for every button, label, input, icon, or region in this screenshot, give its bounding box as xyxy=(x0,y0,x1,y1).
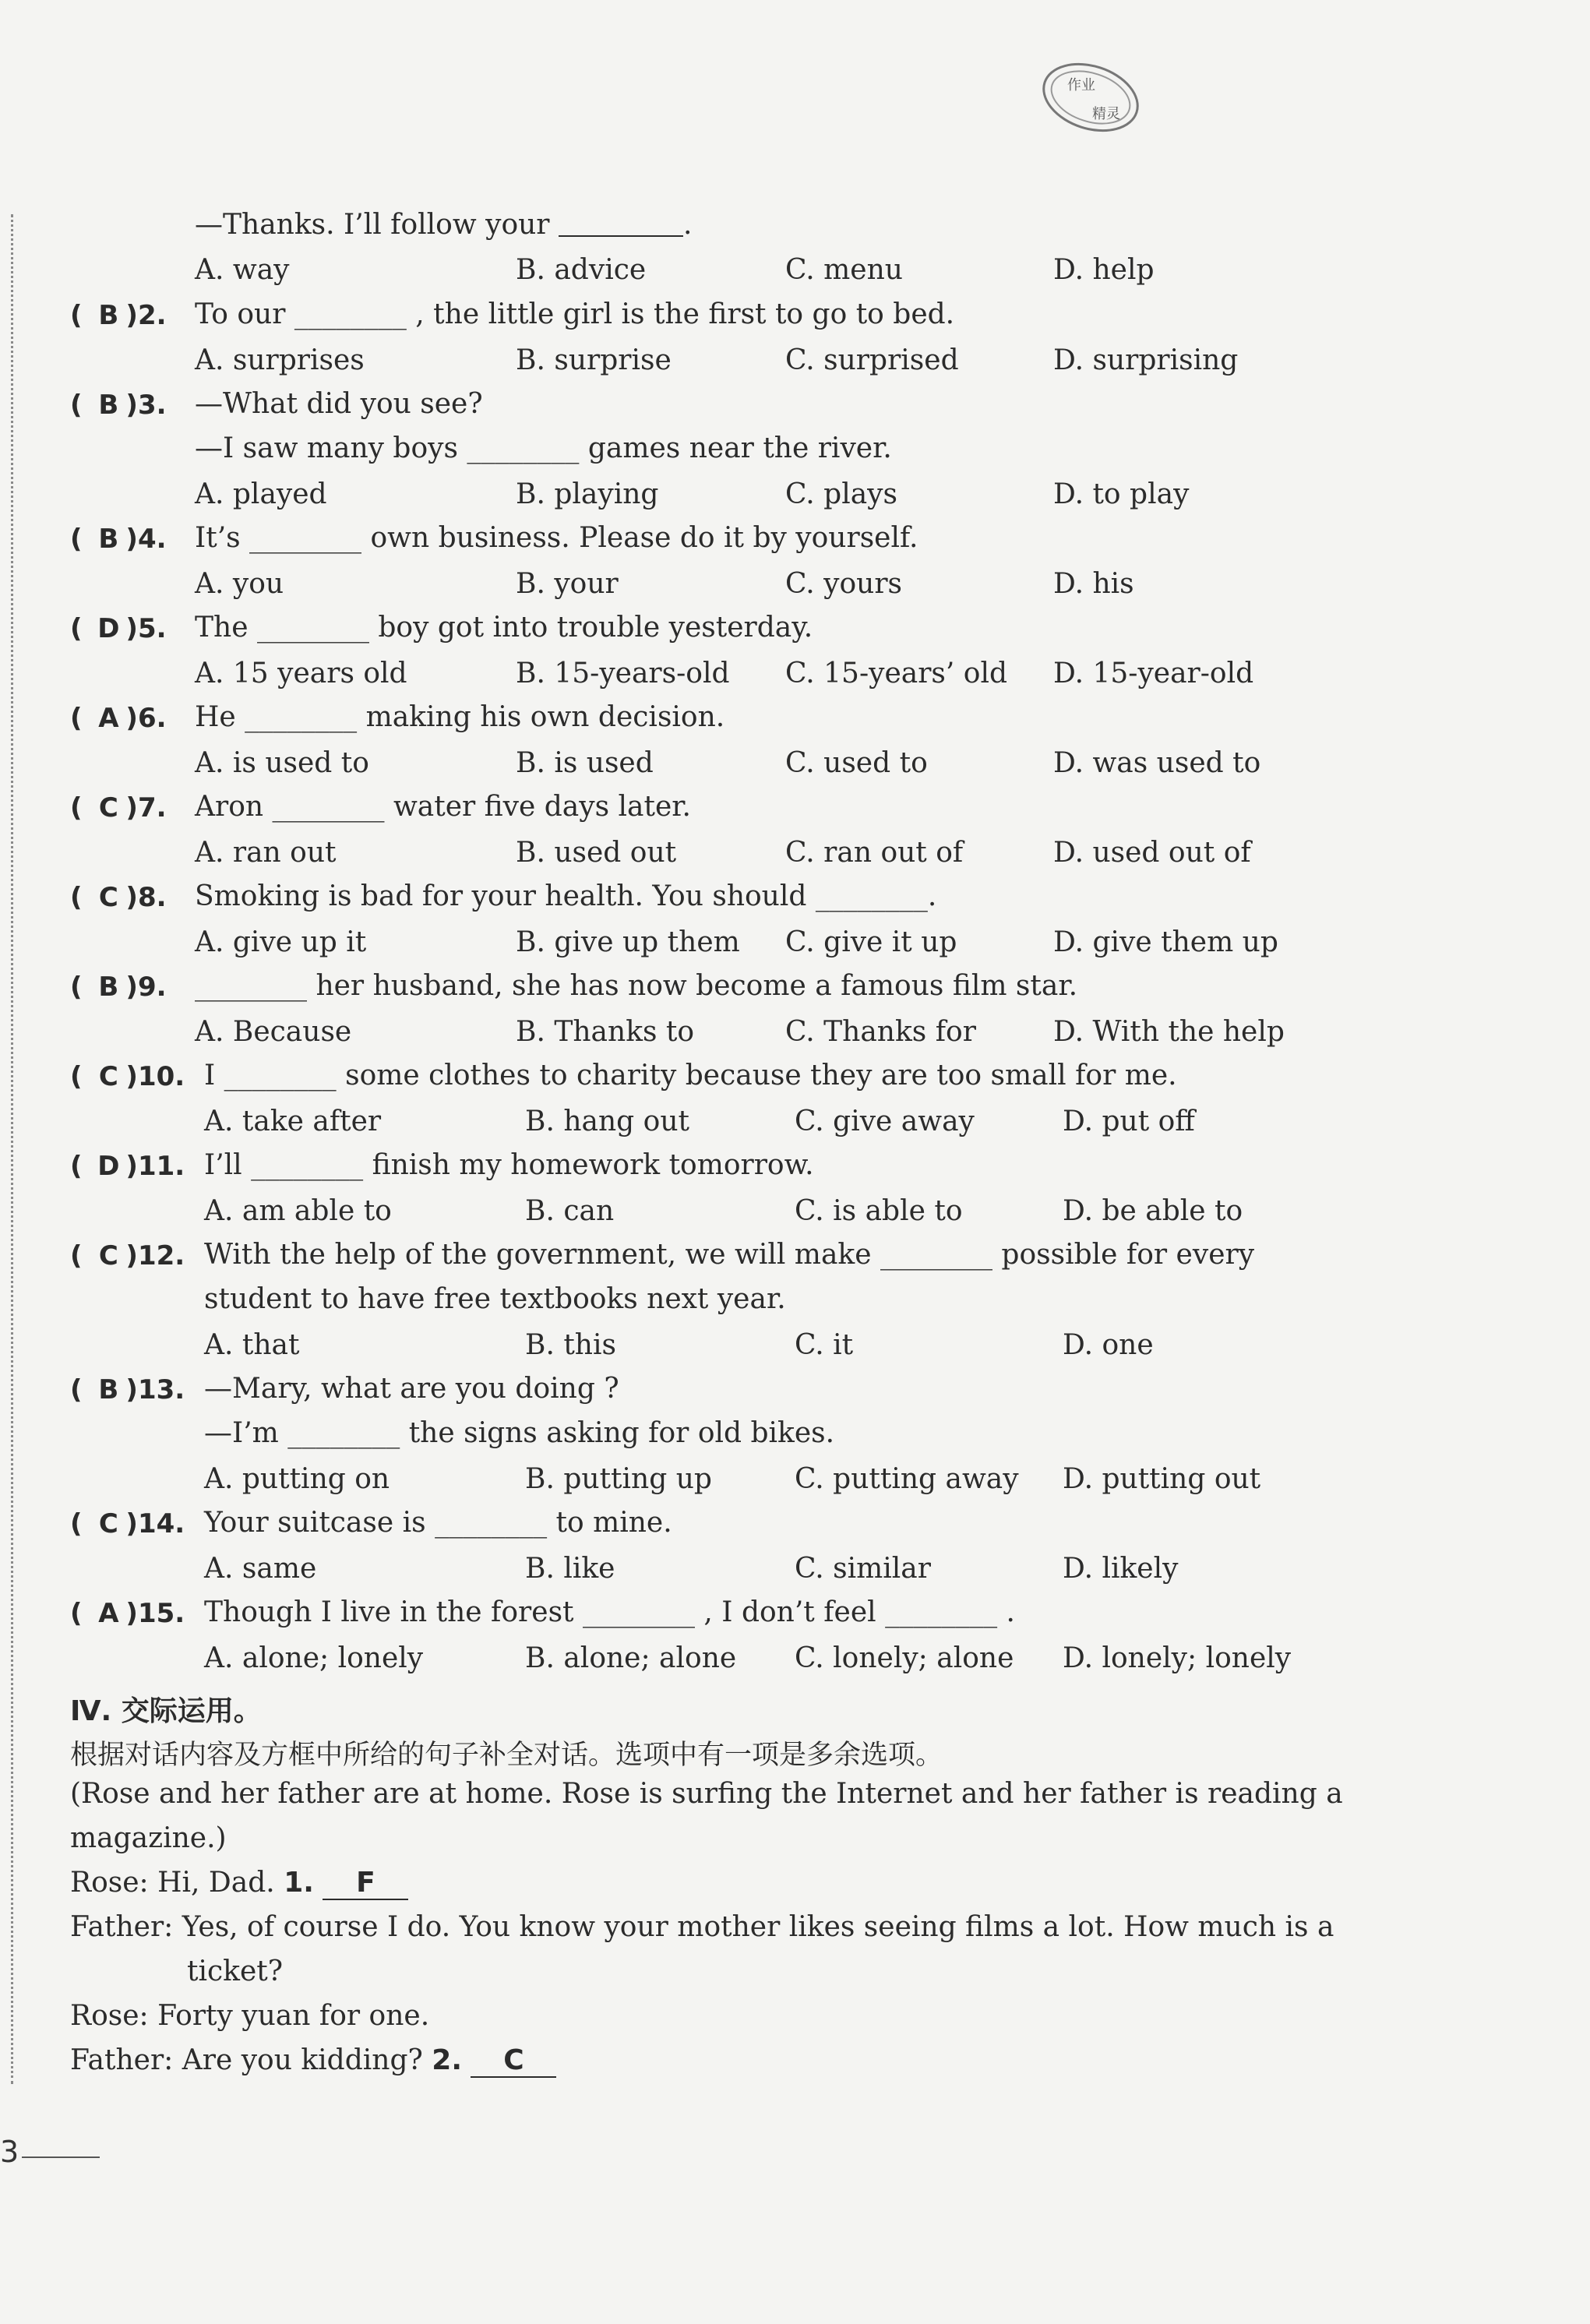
answer-mark: ( A )15. xyxy=(70,1598,185,1629)
stamp-logo-icon xyxy=(1036,55,1145,140)
option-d[interactable]: D. lonely; lonely xyxy=(1063,1642,1292,1674)
question-number: 6. xyxy=(137,703,167,734)
question-number: 12. xyxy=(137,1240,185,1271)
question-number: 11. xyxy=(137,1151,185,1182)
context-line-2: magazine.) xyxy=(70,1822,227,1854)
option-a[interactable]: A. same xyxy=(204,1553,317,1585)
option-b[interactable]: B. can xyxy=(525,1195,615,1227)
question-text: The ________ boy got into trouble yesterday. xyxy=(195,612,813,644)
question-text: He ________ making his own decision. xyxy=(195,701,725,733)
selected-answer: C xyxy=(98,1508,118,1539)
question-number: 5. xyxy=(137,613,167,644)
question-number: 10. xyxy=(137,1061,185,1092)
question-text: student to have free textbooks next year. xyxy=(204,1283,786,1315)
option-a[interactable]: A. played xyxy=(195,478,327,510)
option-b[interactable]: B. putting up xyxy=(525,1463,712,1495)
answer-mark: ( C )7. xyxy=(70,792,167,823)
answer-mark: ( A )6. xyxy=(70,703,167,734)
option-d[interactable]: D. to play xyxy=(1053,478,1190,510)
option-d[interactable]: D. be able to xyxy=(1063,1195,1243,1227)
option-a[interactable]: A. way xyxy=(195,254,290,286)
answer-mark: ( C )10. xyxy=(70,1061,185,1092)
option-c[interactable]: C. lonely; alone xyxy=(795,1642,1014,1674)
option-d[interactable]: D. surprising xyxy=(1053,344,1239,376)
selected-answer: D xyxy=(97,1151,120,1182)
option-b[interactable]: B. alone; alone xyxy=(525,1642,737,1674)
option-d[interactable]: D. was used to xyxy=(1053,747,1261,779)
answer-mark: ( C )8. xyxy=(70,882,167,913)
answer-blank-1[interactable]: F xyxy=(323,1867,408,1900)
option-d[interactable]: D. one xyxy=(1063,1329,1154,1361)
option-b[interactable]: B. this xyxy=(525,1329,616,1361)
option-c[interactable]: C. it xyxy=(795,1329,854,1361)
option-a[interactable]: A. 15 years old xyxy=(195,658,407,689)
selected-answer: B xyxy=(98,1374,119,1405)
option-a[interactable]: A. Because xyxy=(195,1016,352,1048)
option-b[interactable]: B. like xyxy=(525,1553,615,1585)
option-d[interactable]: D. help xyxy=(1053,254,1155,286)
option-d[interactable]: D. putting out xyxy=(1063,1463,1261,1495)
question-number: 14. xyxy=(137,1508,185,1539)
selected-answer: C xyxy=(98,1240,118,1271)
context-line-1: (Rose and her father are at home. Rose is surfing the Internet and her father is reading a xyxy=(70,1778,1343,1810)
question-number: 7. xyxy=(137,792,167,823)
option-b[interactable]: B. give up them xyxy=(516,926,740,958)
question-text: Aron ________ water five days later. xyxy=(195,791,691,823)
option-c[interactable]: C. putting away xyxy=(795,1463,1019,1495)
selected-answer: A xyxy=(98,703,119,734)
answer-blank-2[interactable]: C xyxy=(471,2044,556,2078)
question-number: 4. xyxy=(137,524,167,555)
selected-answer: B xyxy=(98,300,119,331)
answer-mark: ( B )3. xyxy=(70,390,167,421)
option-d[interactable]: D. likely xyxy=(1063,1553,1179,1585)
option-b[interactable]: B. Thanks to xyxy=(516,1016,695,1048)
question-number: 15. xyxy=(137,1598,185,1629)
section-instruction: 根据对话内容及方框中所给的句子补全对话。选项中有一项是多余选项。 xyxy=(70,1740,943,1771)
option-d[interactable]: D. give them up xyxy=(1053,926,1278,958)
option-c[interactable]: C. plays xyxy=(785,478,897,510)
option-c[interactable]: C. is able to xyxy=(795,1195,963,1227)
svg-text:作业: 作业 xyxy=(1067,77,1095,93)
option-d[interactable]: D. With the help xyxy=(1053,1016,1285,1048)
option-b[interactable]: B. playing xyxy=(516,478,659,510)
option-c[interactable]: C. menu xyxy=(785,254,903,286)
question-text: Smoking is bad for your health. You should ________. xyxy=(195,880,937,912)
option-c[interactable]: C. used to xyxy=(785,747,928,779)
selected-answer: C xyxy=(98,1061,118,1092)
svg-text:精灵: 精灵 xyxy=(1092,106,1120,122)
section-title: Ⅳ. 交际运用。 xyxy=(70,1695,262,1727)
question-number: 3. xyxy=(137,390,167,421)
dotted-margin-line xyxy=(11,214,13,2084)
option-b[interactable]: B. your xyxy=(516,568,619,600)
dialogue-line-1: Rose: Hi, Dad. 1. F xyxy=(70,1867,408,1900)
option-a[interactable]: A. alone; lonely xyxy=(204,1642,424,1674)
answer-mark: ( B )9. xyxy=(70,972,167,1003)
question-text: To our ________ , the little girl is the first to go to bed. xyxy=(195,298,955,330)
option-a[interactable]: A. surprises xyxy=(195,344,365,376)
option-a[interactable]: A. give up it xyxy=(195,926,367,958)
option-b[interactable]: B. used out xyxy=(516,837,677,869)
option-a[interactable]: A. is used to xyxy=(195,747,369,779)
option-a[interactable]: A. am able to xyxy=(204,1195,392,1227)
selected-answer: B xyxy=(98,390,119,421)
option-c[interactable]: C. Thanks for xyxy=(785,1016,976,1048)
answer-mark: ( B )2. xyxy=(70,300,167,331)
option-c[interactable]: C. 15-years’ old xyxy=(785,658,1008,689)
question-text: Though I live in the forest ________ , I don’t feel ________ . xyxy=(204,1596,1015,1628)
option-a[interactable]: A. ran out xyxy=(195,837,337,869)
answer-mark: ( C )14. xyxy=(70,1508,185,1539)
answer-mark: ( D )5. xyxy=(70,613,167,644)
option-a[interactable]: A. that xyxy=(204,1329,300,1361)
option-b[interactable]: B. hang out xyxy=(525,1106,689,1137)
intro-line: —Thanks. I’ll follow your . xyxy=(195,209,693,241)
dialogue-line-2: Father: Yes, of course I do. You know your mother likes seeing films a lot. How much is a xyxy=(70,1911,1334,1943)
option-c[interactable]: C. give it up xyxy=(785,926,957,958)
question-text: —I saw many boys ________ games near the river. xyxy=(195,432,892,464)
option-c[interactable]: C. ran out of xyxy=(785,837,964,869)
dialogue-line-3: Rose: Forty yuan for one. xyxy=(70,2000,430,2032)
question-text: —Mary, what are you doing ? xyxy=(204,1373,619,1405)
answer-mark: ( B )13. xyxy=(70,1374,185,1405)
selected-answer: C xyxy=(98,792,118,823)
selected-answer: C xyxy=(98,882,118,913)
option-c[interactable]: C. surprised xyxy=(785,344,959,376)
dialogue-line-4: Father: Are you kidding? 2. C xyxy=(70,2044,556,2078)
question-text: It’s ________ own business. Please do it by yourself. xyxy=(195,522,918,554)
dialogue-line-2-cont: ticket? xyxy=(187,1955,284,1987)
option-b[interactable]: B. advice xyxy=(516,254,647,286)
page-number-rule xyxy=(22,2156,100,2158)
question-number: 8. xyxy=(137,882,167,913)
option-b[interactable]: B. surprise xyxy=(516,344,672,376)
question-number: 9. xyxy=(137,972,167,1003)
page-number: 3 xyxy=(0,2135,19,2169)
question-number: 13. xyxy=(137,1374,185,1405)
selected-answer: B xyxy=(98,972,119,1003)
option-a[interactable]: A. you xyxy=(195,568,284,600)
question-number: 2. xyxy=(137,300,167,331)
question-text: With the help of the government, we will make ________ possible for every xyxy=(204,1239,1255,1271)
option-d[interactable]: D. used out of xyxy=(1053,837,1251,869)
option-b[interactable]: B. 15-years-old xyxy=(516,658,730,689)
answer-mark: ( B )4. xyxy=(70,524,167,555)
option-d[interactable]: D. 15-year-old xyxy=(1053,658,1254,689)
option-b[interactable]: B. is used xyxy=(516,747,654,779)
option-c[interactable]: C. yours xyxy=(785,568,903,600)
question-text: I ________ some clothes to charity because they are too small for me. xyxy=(204,1060,1177,1091)
option-c[interactable]: C. give away xyxy=(795,1106,975,1137)
answer-mark: ( C )12. xyxy=(70,1240,185,1271)
selected-answer: D xyxy=(97,613,120,644)
option-c[interactable]: C. similar xyxy=(795,1553,931,1585)
question-text: ________ her husband, she has now become a famous film star. xyxy=(195,970,1078,1002)
option-d[interactable]: D. put off xyxy=(1063,1106,1195,1137)
question-text: —What did you see? xyxy=(195,388,483,420)
selected-answer: B xyxy=(98,524,119,555)
question-text: Your suitcase is ________ to mine. xyxy=(204,1507,672,1539)
question-text: —I’m ________ the signs asking for old bikes. xyxy=(204,1417,835,1449)
option-a[interactable]: A. putting on xyxy=(204,1463,390,1495)
answer-mark: ( D )11. xyxy=(70,1151,185,1182)
option-d[interactable]: D. his xyxy=(1053,568,1134,600)
option-a[interactable]: A. take after xyxy=(204,1106,382,1137)
question-text: I’ll ________ finish my homework tomorrow. xyxy=(204,1149,814,1181)
selected-answer: A xyxy=(98,1598,119,1629)
